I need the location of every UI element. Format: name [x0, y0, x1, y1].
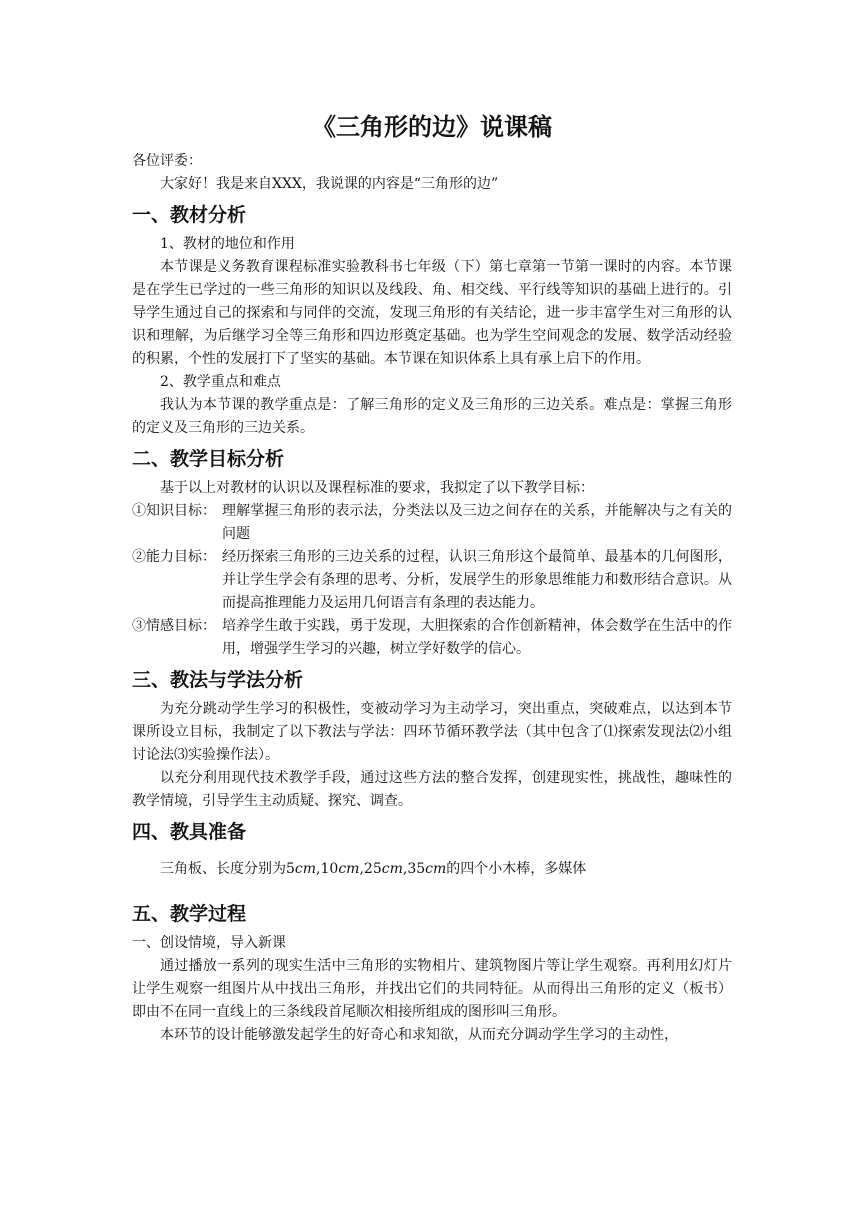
- unit-1: cm: [294, 861, 317, 877]
- teaching-tools-line: [132, 858, 732, 881]
- paragraph-3-2: 以充分利用现代技术教学手段，通过这些方法的整合发挥，创建现实性，挑战性，趣味性的教学情境，引导学生主动质疑、探究、调查。: [132, 770, 732, 809]
- comma: ,: [359, 861, 364, 877]
- greeting: 各位评委：: [132, 153, 202, 169]
- comma: ,: [316, 861, 321, 877]
- length-4: 35: [407, 861, 426, 877]
- goal-emotion: [132, 615, 732, 661]
- subheading-1-2: 2、教学重点和难点: [160, 374, 281, 390]
- paragraph-1-1: 本节课是义务教育课程标准实验教科书七年级（下）第七章第一节第一课时的内容。本节课是在学生已学过的一些三角形的知识以及线段、角、相交线、平行线等知识的基础上进行的。引导学生通过自己的探索和与同伴的交流，发现三角形的有关结论，进一步丰富学生对三角形的认识和理解，为后继学习全等三角形和四边形奠定基础。也为学生空间观念的发展、数学活动经验的积累，个性的发展打下了坚实的基础。本节课在知识体系上具有承上启下的作用。: [132, 259, 732, 367]
- goal-text: 培养学生敢于实践，勇于发现，大胆探索的合作创新精神，体会数学在生活中的作用，增强学生学习的兴趣，树立学好数学的信心。: [222, 618, 732, 657]
- unit-3: cm: [381, 861, 403, 877]
- goal-knowledge: [132, 500, 732, 546]
- subheading-1-1: 1、教材的地位和作用: [160, 236, 295, 252]
- tools-suffix: 的四个小木棒，多媒体: [446, 861, 587, 877]
- section-heading-1: 一、教材分析: [132, 204, 247, 226]
- paragraph-5-1: 通过播放一系列的现实生活中三角形的实物相片、建筑物图片等让学生观察。再利用幻灯片让学生观察一组图片从中找出三角形，并找出它们的共同特征。从而得出三角形的定义（板书）即由不在同一直线上的三条线段首尾顺次相接所组成的图形叫三角形。: [132, 958, 732, 1020]
- unit-2: cm: [338, 861, 360, 877]
- paragraph-3-1: 为充分跳动学生学习的积极性，变被动学习为主动学习，突出重点，突破难点，以达到本节课所设立目标，我制定了以下教法与学法：四环节循环教学法（其中包含了⑴探索发现法⑵小组讨论法⑶实验操作法）。: [132, 701, 732, 763]
- subheading-5-1: 一、创设情境，导入新课: [132, 935, 286, 951]
- comma: ,: [402, 861, 408, 877]
- intro-paragraph: 大家好！我是来自XXX，我说课的内容是“三角形的边”: [160, 176, 499, 192]
- document-body: [132, 110, 732, 1047]
- paragraph-2-intro: 基于以上对教材的认识以及课程标准的要求，我拟定了以下教学目标：: [160, 480, 594, 496]
- goal-label: ③情感目标：: [132, 618, 216, 634]
- length-3: 25: [363, 861, 382, 877]
- paragraph-1-2: 我认为本节课的教学重点是：了解三角形的定义及三角形的三边关系。难点是：掌握三角形的定义及三角形的三边关系。: [132, 397, 732, 436]
- tools-prefix: 三角板、长度分别为: [160, 861, 286, 877]
- goal-ability: [132, 546, 732, 615]
- unit-4: cm: [425, 861, 447, 877]
- page-title: 《三角形的边》说课稿: [312, 112, 552, 141]
- goal-text: 理解掌握三角形的表示法，分类法以及三边之间存在的关系，并能解决与之有关的问题: [222, 503, 732, 542]
- section-heading-3: 三、教法与学法分析: [132, 669, 304, 691]
- section-heading-4: 四、教具准备: [132, 821, 247, 843]
- length-1: 5: [286, 861, 295, 877]
- paragraph-5-2: 本环节的设计能够激发起学生的好奇心和求知欲，从而充分调动学生学习的主动性，: [160, 1027, 678, 1043]
- section-heading-5: 五、教学过程: [132, 903, 247, 925]
- goal-label: ②能力目标：: [132, 549, 216, 565]
- length-2: 10: [320, 861, 339, 877]
- goal-label: ①知识目标：: [132, 503, 216, 519]
- section-heading-2: 二、教学目标分析: [132, 448, 285, 470]
- goal-text: 经历探索三角形的三边关系的过程，认识三角形这个最简单、最基本的几何图形，并让学生学会有条理的思考、分析，发展学生的形象思维能力和数形结合意识。从而提高推理能力及运用几何语言有条理的表达能力。: [222, 549, 732, 611]
